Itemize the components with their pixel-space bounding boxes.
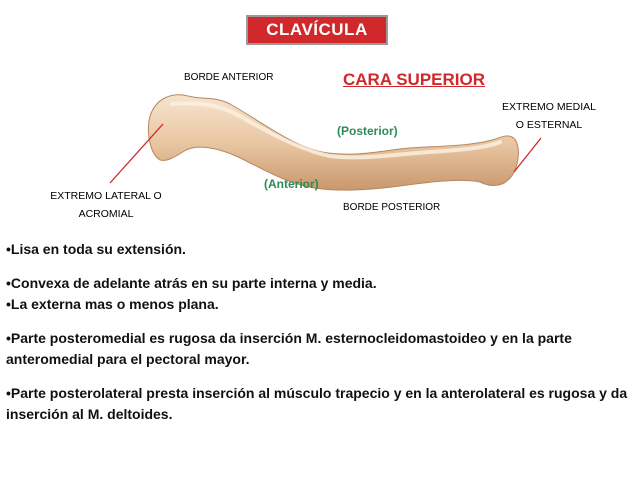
label-extremo-medial-line1: EXTREMO MEDIAL bbox=[502, 101, 596, 113]
label-extremo-lateral-line1: EXTREMO LATERAL O bbox=[50, 190, 162, 202]
label-cara-superior: CARA SUPERIOR bbox=[343, 70, 485, 89]
label-borde-posterior: BORDE POSTERIOR bbox=[343, 202, 441, 213]
label-extremo-medial bbox=[484, 98, 614, 134]
bullet-list bbox=[6, 239, 631, 426]
clavicle-bone bbox=[148, 95, 518, 190]
bullet-item: •La externa mas o menos plana. bbox=[6, 296, 219, 312]
page-title: CLAVÍCULA bbox=[266, 20, 368, 39]
label-anterior: (Anterior) bbox=[264, 177, 319, 191]
label-extremo-lateral-line2: ACROMIAL bbox=[78, 208, 134, 220]
label-borde-anterior: BORDE ANTERIOR bbox=[184, 72, 274, 83]
bullet-item: •Parte posteromedial es rugosa da inserción M. esternocleidomastoideo y en la parte anteromedial para el pectoral mayor. bbox=[6, 329, 572, 367]
label-extremo-lateral bbox=[32, 187, 180, 223]
bullet-item: •Convexa de adelante atrás en su parte interna y media. bbox=[6, 274, 377, 291]
label-extremo-medial-line2: O ESTERNAL bbox=[515, 119, 583, 131]
bullet-item: •Lisa en toda su extensión. bbox=[6, 241, 186, 257]
label-posterior: (Posterior) bbox=[337, 124, 398, 138]
bullet-item: •Parte posterolateral presta inserción al músculo trapecio y en la anterolateral es rugosa y da inserción al M. deltoides. bbox=[6, 384, 628, 422]
